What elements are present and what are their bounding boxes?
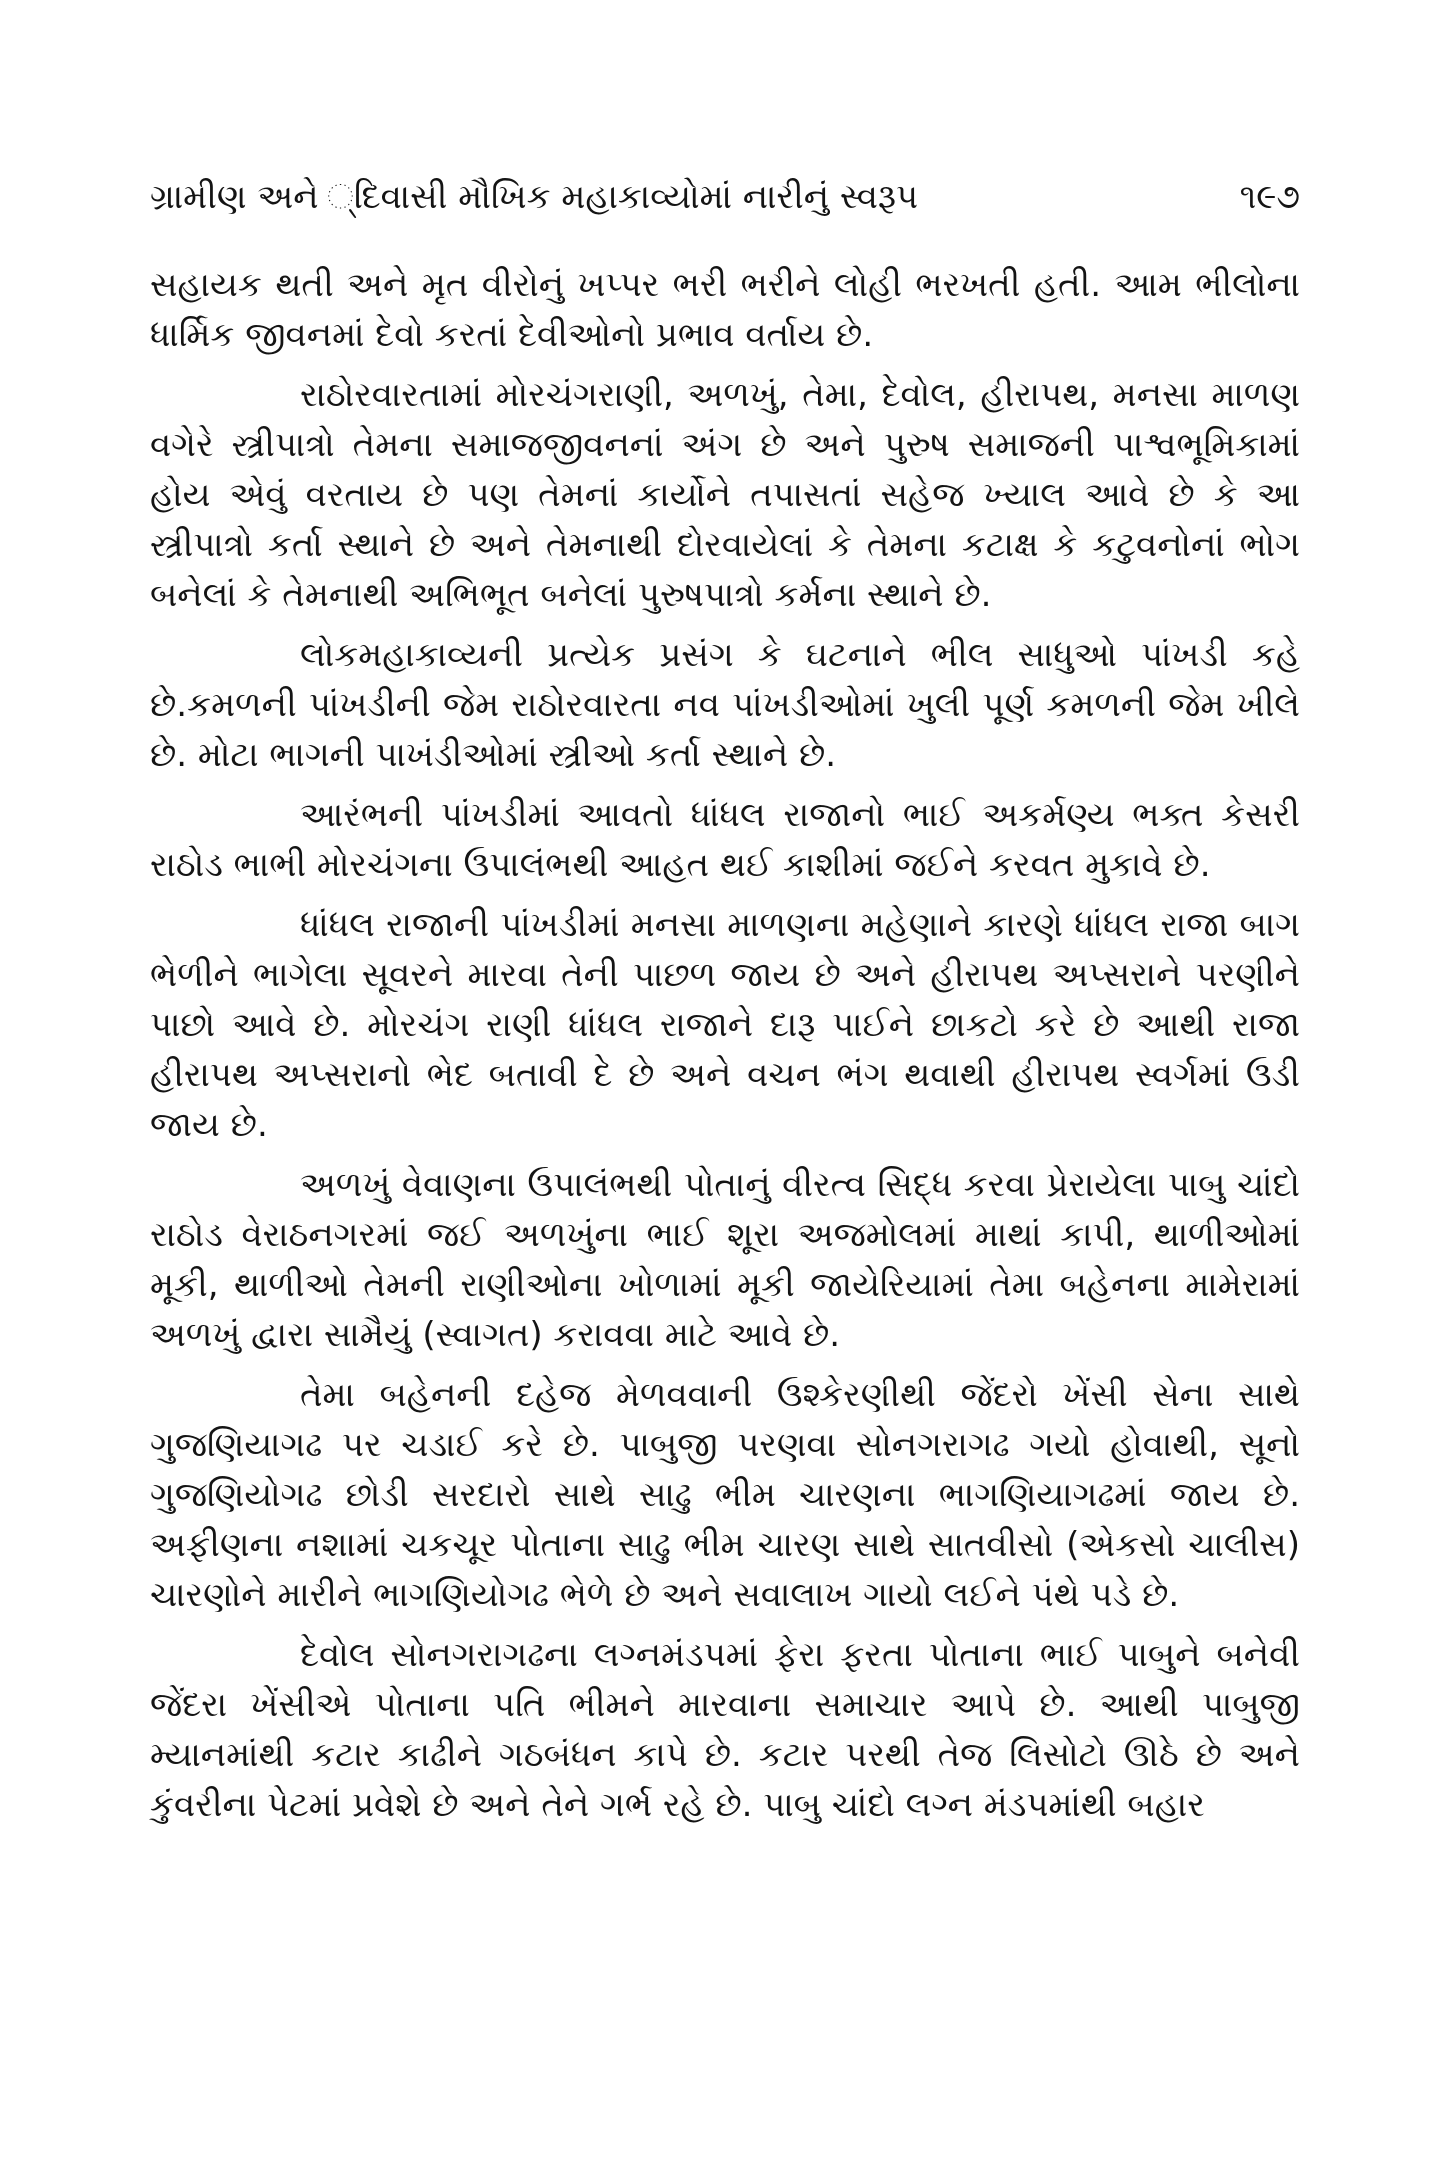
paragraph: આરંભની પાંખડીમાં આવતો ધાંધલ રાજાનો ભાઈ અકર્મણ્ય ભક્ત કેસરી રાઠોડ ભાભી મોરચંગના ઉપાલંભથી આહત થઈ કાશીમાં જઈને કરવત મુકાવે છે.	[150, 795, 1300, 885]
paragraph-continuation: સહાયક થતી અને મૃત વીરોનું ખપ્પર ભરી ભરીને લોહી ભરખતી હતી. આમ ભીલોના ધાર્મિક જીવનમાં દેવો કરતાં દેવીઓનો પ્રભાવ વર્તાય છે.	[150, 265, 1300, 355]
paragraph: રાઠોરવારતામાં મોરચંગરાણી, અળખું, તેમા, દેવોલ, હીરાપથ, મનસા માળણ વગેરે સ્ત્રીપાત્રો તેમના સમાજજીવનનાં અંગ છે અને પુરુષ સમાજની પાશ્વભૂમિકામાં હોય એવું વરતાય છે પણ તેમનાં કાર્યોને તપાસતાં સહેજ ખ્યાલ આવે છે કે આ સ્ત્રીપાત્રો કર્તા સ્થાને છે અને તેમનાથી દોરવાયેલાં કે તેમના કટાક્ષ કે કટુવનોનાં ભોગ બનેલાં કે તેમનાથી અભિભૂત બનેલાં પુરુષપાત્રો કર્મના સ્થાને છે.	[150, 375, 1300, 615]
paragraph: લોકમહાકાવ્યની પ્રત્યેક પ્રસંગ કે ઘટનાને ભીલ સાધુઓ પાંખડી કહે છે.કમળની પાંખડીની જેમ રાઠોરવારતા નવ પાંખડીઓમાં ખુલી પૂર્ણ કમળની જેમ ખીલે છે. મોટા ભાગની પાખંડીઓમાં સ્ત્રીઓ કર્તા સ્થાને છે.	[150, 635, 1300, 775]
paragraph: ધાંધલ રાજાની પાંખડીમાં મનસા માળણના મહેણાને કારણે ધાંધલ રાજા બાગ ભેળીને ભાગેલા સૂવરને મારવા તેની પાછળ જાય છે અને હીરાપથ અપ્સરાને પરણીને પાછો આવે છે. મોરચંગ રાણી ધાંધલ રાજાને દારૂ પાઈને છાકટો કરે છે આથી રાજા હીરાપથ અપ્સરાનો ભેદ બતાવી દે છે અને વચન ભંગ થવાથી હીરાપથ સ્વર્ગમાં ઉડી જાય છે.	[150, 905, 1300, 1145]
paragraph: દેવોલ સોનગરાગઢના લગ્નમંડપમાં ફેરા ફરતા પોતાના ભાઈ પાબુને બનેવી જેંદરા ખેંસીએ પોતાના પતિ ભીમને મારવાના સમાચાર આપે છે. આથી પાબુજી મ્યાનમાંથી કટાર કાઢીને ગઠબંધન કાપે છે. કટાર પરથી તેજ લિસોટો ઊઠે છે અને કુંવરીના પેટમાં પ્રવેશે છે અને તેને ગર્ભ રહે છે. પાબુ ચાંદો લગ્ન મંડપમાંથી બહાર	[150, 1635, 1300, 1825]
body-text	[150, 260, 1300, 1840]
running-header-title: ગ્રામીણ અને ્દિવાસી મૌખિક મહાકાવ્યોમાં નારીનું સ્વરૂપ	[150, 177, 919, 217]
paragraph: અળખું વેવાણના ઉપાલંભથી પોતાનું વીરત્વ સિદ્ધ કરવા પ્રેરાયેલા પાબુ ચાંદો રાઠોડ વેરાઠનગરમાં જઈ અળખુંના ભાઈ શૂરા અજમોલમાં માથાં કાપી, થાળીઓમાં મૂકી, થાળીઓ તેમની રાણીઓના ખોળામાં મૂકી જાયેરિયામાં તેમા બહેનના મામેરામાં અળખું દ્વારા સામૈયું (સ્વાગત) કરાવવા માટે આવે છે.	[150, 1165, 1300, 1355]
running-header	[150, 172, 1300, 222]
page-number: ૧૯૭	[1239, 177, 1300, 217]
paragraph: તેમા બહેનની દહેજ મેળવવાની ઉશ્કેરણીથી જેંદરો ખેંસી સેના સાથે ગુજણિયાગઢ પર ચડાઈ કરે છે. પાબુજી પરણવા સોનગરાગઢ ગયો હોવાથી, સૂનો ગુજણિયોગઢ છોડી સરદારો સાથે સાઢુ ભીમ ચારણના ભાગણિયાગઢમાં જાય છે. અફીણના નશામાં ચકચૂર પોતાના સાઢુ ભીમ ચારણ સાથે સાતવીસો (એકસો ચાલીસ) ચારણોને મારીને ભાગણિયોગઢ ભેળે છે અને સવાલાખ ગાયો લઈને પંથે પડે છે.	[150, 1375, 1300, 1615]
